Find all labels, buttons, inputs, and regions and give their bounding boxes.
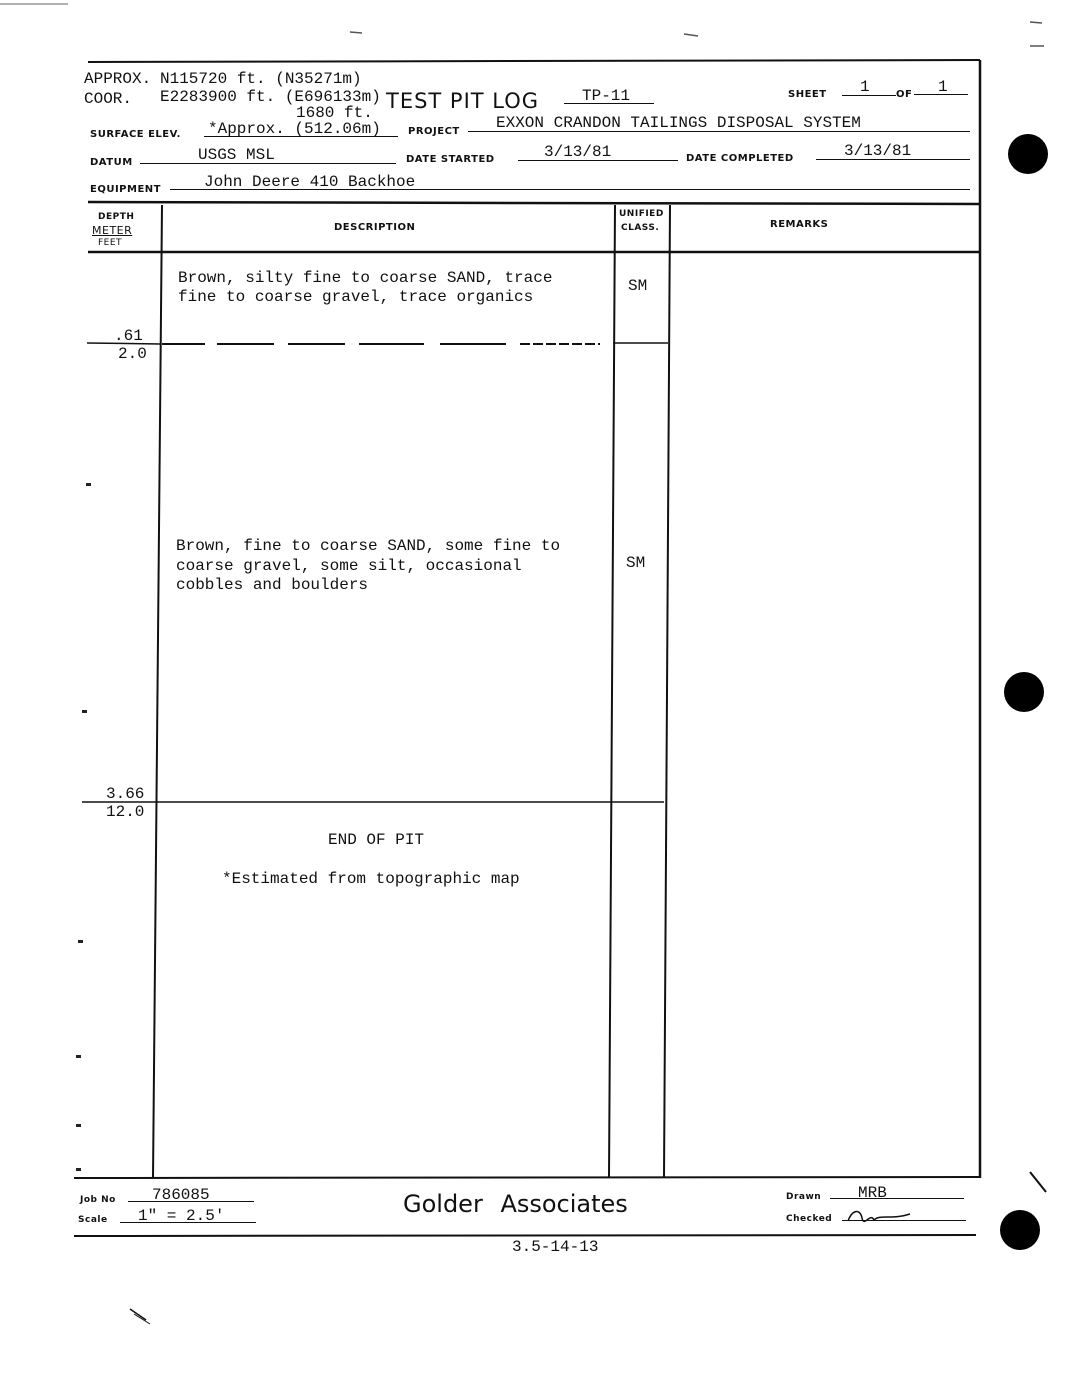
datum: USGS MSL [198,146,275,164]
depth-note: 1680 ft. [296,104,373,122]
easting: E2283900 ft. (E696133m) [160,88,381,106]
punch-hole-top [1008,134,1048,174]
pit-id: TP-11 [582,87,631,105]
coord-label-2: COOR. [84,90,133,108]
layer-2-class: SM [626,554,646,572]
layer-2-description: Brown, fine to coarse SAND, some fine to coarse gravel, some silt, occasional cobbles and boulders [176,537,561,594]
col-meter: METER [92,224,133,237]
date-started-label: DATE STARTED [406,154,495,165]
col-remarks: REMARKS [770,219,829,230]
coord-label-1: APPROX. [84,70,152,88]
layer-1-bottom-feet: 2.0 [118,345,147,363]
date-completed-underline [816,159,970,160]
surface-elev: *Approx. (512.06m) [208,120,381,138]
sheet-label: SHEET [788,89,827,100]
of-label: OF [896,89,913,100]
scale-label: Scale [78,1215,108,1225]
equipment-label: EQUIPMENT [90,184,161,195]
sheet-no: 1 [860,78,870,96]
equipment-underline [170,189,970,190]
margin-tick [78,940,83,943]
surface-elev-underline [204,136,398,137]
surface-elev-label: SURFACE ELEV. [90,129,181,140]
northing: N115720 ft. (N35271m) [160,70,362,88]
scale: 1" = 2.5' [138,1207,225,1225]
date-started: 3/13/81 [544,143,612,161]
layer-1-bottom-meter: .61 [114,327,143,345]
margin-tick [82,710,87,713]
date-completed-label: DATE COMPLETED [686,153,794,164]
margin-tick [86,483,91,486]
drawn-by: MRB [858,1184,887,1202]
end-of-pit: END OF PIT [328,831,425,849]
form-title: TEST PIT LOG [386,89,540,113]
date-completed: 3/13/81 [844,142,912,160]
col-depth: DEPTH [98,212,135,222]
drawn-label: Drawn [786,1192,822,1202]
checked-label: Checked [786,1214,833,1224]
margin-tick [76,1055,81,1058]
pit-id-underline [564,103,654,104]
col-feet: FEET [98,238,123,248]
punch-hole-bottom [1000,1210,1040,1250]
project-label: PROJECT [408,126,460,137]
scale-underline [120,1222,256,1223]
layer-2-bottom-meter: 3.66 [106,785,145,803]
project: EXXON CRANDON TAILINGS DISPOSAL SYSTEM [496,114,861,132]
job-no: 786085 [152,1186,210,1204]
equipment: John Deere 410 Backhoe [204,173,416,191]
job-label: Job No [80,1195,116,1205]
col-unified-1: UNIFIED [619,209,664,219]
company-name: Golder Associates [403,1190,628,1218]
date-started-underline [518,160,678,161]
margin-tick [76,1168,81,1171]
project-underline [468,131,970,132]
sheet-total-underline [914,94,968,95]
punch-hole-middle [1004,672,1044,712]
layer-1-class: SM [628,277,648,295]
sheet-no-underline [842,95,896,96]
datum-underline [140,163,396,164]
layer-2-bottom-feet: 12.0 [106,803,145,821]
datum-label: DATUM [90,157,133,168]
drawn-underline [830,1198,964,1199]
margin-tick [76,1124,81,1127]
checked-underline [842,1220,966,1221]
job-no-underline [128,1201,254,1202]
footnote: *Estimated from topographic map [222,870,520,888]
page-number: 3.5-14-13 [512,1238,599,1256]
sheet-total: 1 [938,78,948,96]
col-unified-2: CLASS. [621,223,660,233]
layer-1-description: Brown, silty fine to coarse SAND, trace fine to coarse gravel, trace organics [178,269,553,306]
col-description: DESCRIPTION [334,222,416,233]
